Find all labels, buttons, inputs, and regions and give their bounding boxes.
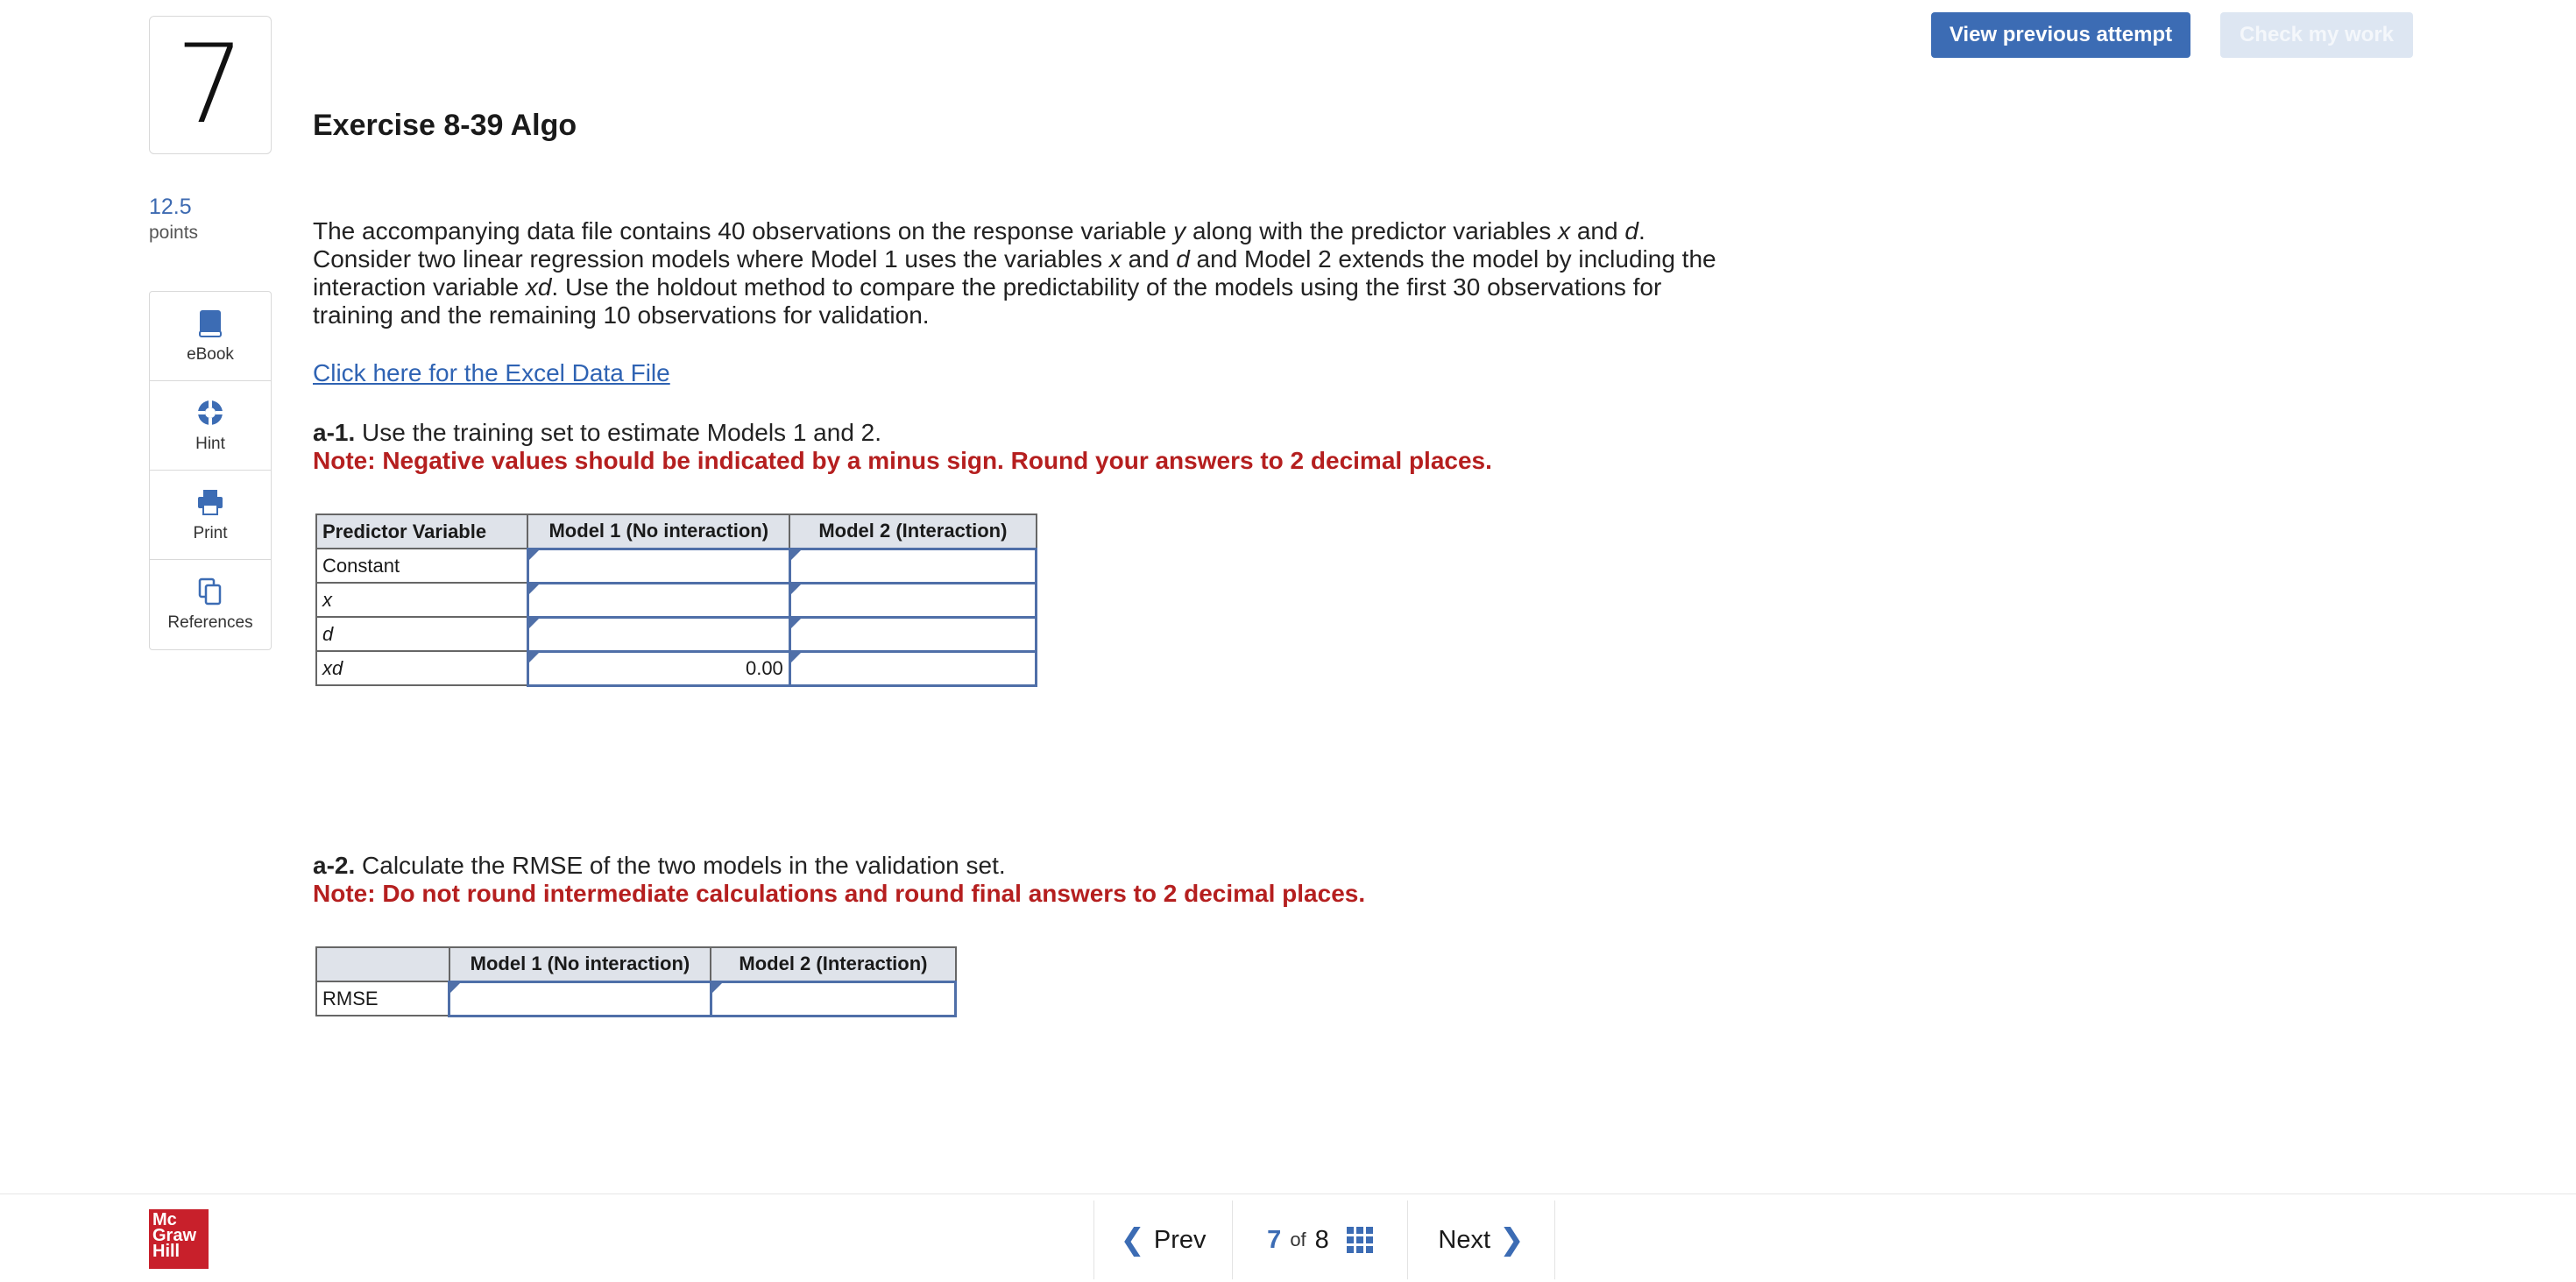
- rmse-table: [315, 946, 957, 1017]
- current-page: 7: [1267, 1225, 1282, 1254]
- question-intro: The accompanying data file contains 40 observations on the response variable y along with the predictor variables x and d. Consider two linear regression models where Model 1 uses the variables x and d and Model 2 extends the model by including the interaction variable xd. Use the holdout method to compare the predictability of the models using the first 30 observations for training and the remaining 10 observations for validation.: [313, 217, 1716, 329]
- part-a1-label: a-1.: [313, 419, 356, 446]
- column-header: Predictor Variable: [316, 514, 527, 549]
- model1-x-input[interactable]: [527, 583, 789, 617]
- references-label: References: [167, 613, 253, 632]
- row-label: d: [316, 617, 527, 651]
- grid-icon: [1347, 1227, 1373, 1253]
- references-button[interactable]: [150, 560, 271, 649]
- next-label: Next: [1438, 1225, 1491, 1254]
- model2-xd-input[interactable]: [789, 651, 1036, 685]
- part-a2-prompt: a-2. Calculate the RMSE of the two models in the validation set.: [313, 852, 1006, 879]
- column-header: Model 1 (No interaction): [449, 947, 711, 981]
- next-button[interactable]: [1408, 1201, 1555, 1279]
- excel-data-file-link[interactable]: Click here for the Excel Data File: [313, 359, 670, 386]
- lifebuoy-icon: [195, 398, 225, 428]
- prev-label: Prev: [1153, 1225, 1207, 1254]
- book-icon: [195, 308, 225, 338]
- mcgraw-hill-logo: Mc Graw Hill: [149, 1209, 209, 1269]
- check-my-work-button[interactable]: Check my work: [2220, 12, 2413, 58]
- table-row: [316, 651, 1037, 685]
- total-pages: 8: [1314, 1225, 1329, 1254]
- coefficients-table: [315, 514, 1037, 687]
- table-row: [316, 981, 956, 1016]
- part-a2-note: Note: Do not round intermediate calculations and round final answers to 2 decimal places.: [313, 880, 1366, 907]
- model2-d-input[interactable]: [789, 617, 1036, 651]
- row-label: xd: [316, 651, 527, 685]
- model2-rmse-input[interactable]: [711, 981, 955, 1016]
- print-button[interactable]: [150, 471, 271, 560]
- copy-pages-icon: [195, 577, 225, 606]
- model1-d-input[interactable]: [527, 617, 789, 651]
- hint-button[interactable]: [150, 381, 271, 471]
- question-counter[interactable]: [1233, 1201, 1408, 1279]
- table-row: [316, 617, 1037, 651]
- points-value: 12.5: [149, 195, 192, 219]
- column-header: Model 1 (No interaction): [527, 514, 789, 549]
- model1-constant-input[interactable]: [527, 549, 789, 583]
- part-a2-label: a-2.: [313, 852, 356, 879]
- chevron-right-icon: ❯: [1499, 1223, 1525, 1257]
- column-header: Model 2 (Interaction): [789, 514, 1036, 549]
- model1-xd-input[interactable]: 0.00: [527, 651, 789, 685]
- hint-label: Hint: [195, 434, 225, 453]
- print-label: Print: [193, 523, 228, 542]
- question-number: 7: [149, 16, 272, 154]
- printer-icon: [195, 487, 225, 517]
- row-label: Constant: [316, 549, 527, 583]
- of-label: of: [1290, 1229, 1306, 1250]
- ebook-label: eBook: [187, 344, 234, 364]
- table-row: [316, 549, 1037, 583]
- tools-panel: [149, 291, 272, 650]
- row-label: x: [316, 583, 527, 617]
- table-row: [316, 583, 1037, 617]
- exercise-title: Exercise 8-39 Algo: [313, 109, 577, 142]
- part-a1-prompt: a-1. Use the training set to estimate Models 1 and 2.: [313, 419, 882, 446]
- model2-constant-input[interactable]: [789, 549, 1036, 583]
- model1-rmse-input[interactable]: [449, 981, 711, 1016]
- view-previous-attempt-button[interactable]: View previous attempt: [1931, 12, 2190, 58]
- column-header: Model 2 (Interaction): [711, 947, 955, 981]
- column-header: [316, 947, 449, 981]
- model2-x-input[interactable]: [789, 583, 1036, 617]
- row-label: RMSE: [316, 981, 449, 1016]
- part-a1-note: Note: Negative values should be indicated by a minus sign. Round your answers to 2 decimal places.: [313, 447, 1492, 474]
- ebook-button[interactable]: [150, 292, 271, 381]
- chevron-left-icon: ❮: [1120, 1223, 1145, 1257]
- points-label: points: [149, 223, 199, 243]
- prev-button[interactable]: [1094, 1201, 1233, 1279]
- question-pager: [1093, 1201, 1555, 1279]
